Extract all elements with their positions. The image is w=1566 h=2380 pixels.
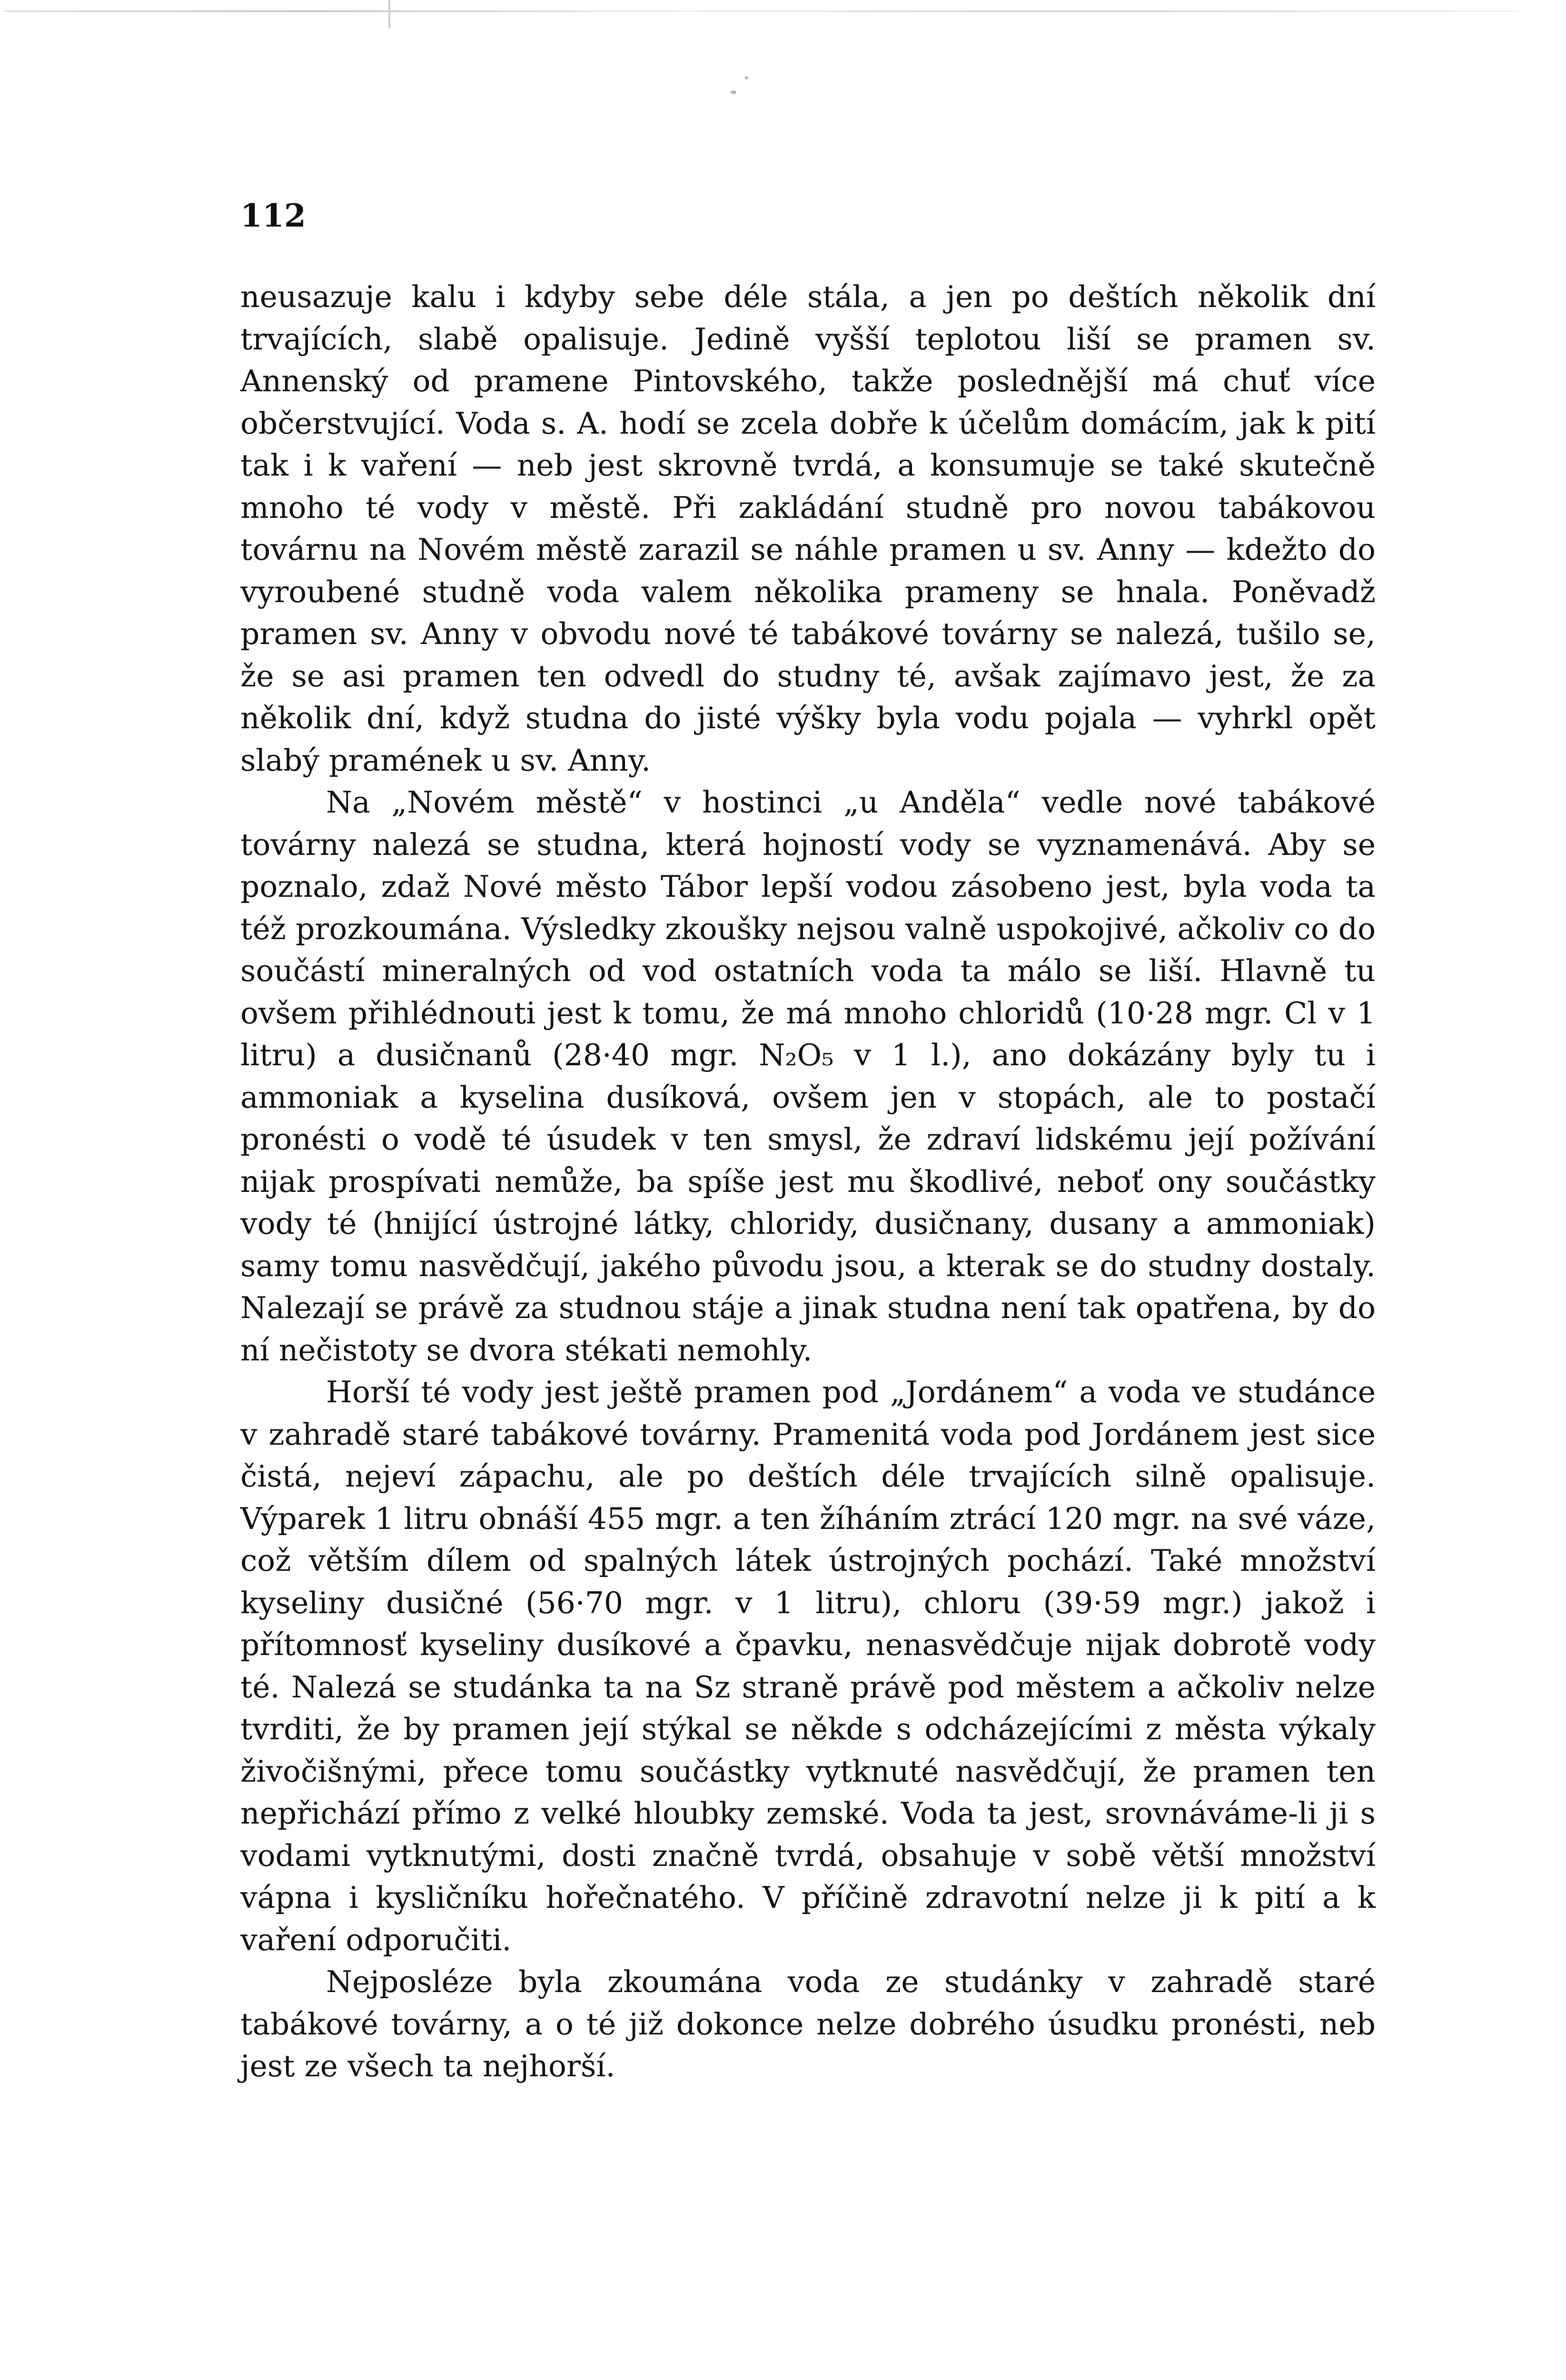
paragraph: Nejposléze byla zkoumána voda ze studánky v zahradě staré tabákové továrny, a o té již dokonce nelze dobrého úsudku pronésti, neb jest ze všech ta nejhorší. (240, 1964, 1376, 2083)
paragraph: neusazuje kalu i kdyby sebe déle stála, a jen po deštích několik dní trvajících, slabě opalisuje. Jedině vyšší teplotou liší se pramen sv. Annenský od pramene Pintovského, takže poslednější má chuť více občerstvující. Voda s. A. hodí se zcela dobře k účelům domácím, jak k pití tak i k vaření — neb jest skrovně tvrdá, a konsumuje se také skutečně mnoho té vody v městě. Při zakládání studně pro novou tabákovou továrnu na Novém městě zarazil se náhle pramen u sv. Anny — kdežto do vyroubené studně voda valem několika prameny se hnala. Poněvadž pramen sv. Anny v obvodu nové té tabákové továrny se nalezá, tušilo se, že se asi pramen ten odvedl do studny té, avšak zajímavo jest, že za několik dní, když studna do jisté výšky byla vodu pojala — vyhrkl opět slabý pramének u sv. Anny. (240, 279, 1376, 778)
paragraph: Horší té vody jest ještě pramen pod „Jordánem“ a voda ve studánce v zahradě staré tabákové továrny. Pramenitá voda pod Jordánem jest sice čistá, nejeví zápachu, ale po deštích déle trvajících silně opalisuje. Výparek 1 litru obnáší 455 mgr. a ten žíháním ztrácí 120 mgr. na své váze, což větším dílem od spalných látek ústrojných pochází. Také množství kyseliny dusičné (56·70 mgr. v 1 litru), chloru (39·59 mgr.) jakož i přítomnosť kyseliny dusíkové a čpavku, nenasvědčuje nijak dobrotě vody té. Nalezá se studánka ta na Sz straně právě pod městem a ačkoliv nelze tvrditi, že by pramen její stýkal se někde s odcházejícími z města výkaly živočišnými, přece tomu součástky vytknuté nasvědčují, že pramen ten nepřichází přímo z velké hloubky zemské. Voda ta jest, srovnáváme-li ji s vodami vytknutými, dosti značně tvrdá, obsahuje v sobě větší množství vápna i kysličníku hořečnatého. V příčině zdravotní nelze ji k pití a k vaření odporučiti. (240, 1375, 1376, 1957)
page-number: 112 (240, 197, 306, 234)
body-text (240, 276, 1376, 2088)
page-top-edge (5, 10, 1518, 12)
print-speck (731, 90, 736, 94)
print-speck (745, 76, 748, 79)
page-edge-mark (388, 0, 390, 29)
paragraph: Na „Novém městě“ v hostinci „u Anděla“ vedle nové tabákové továrny nalezá se studna, která hojností vody se vyznamenává. Aby se poznalo, zdaž Nové město Tábor lepší vodou zásobeno jest, byla voda ta též prozkoumána. Výsledky zkoušky nejsou valně uspokojivé, ačkoliv co do součástí mineralných od vod ostatních voda ta málo se liší. Hlavně tu ovšem přihlédnouti jest k tomu, že má mnoho chloridů (10·28 mgr. Cl v 1 litru) a dusičnanů (28·40 mgr. N₂O₅ v 1 l.), ano dokázány byly tu i ammoniak a kyselina dusíková, ovšem jen v stopách, ale to postačí pronésti o vodě té úsudek v ten smysl, že zdraví lidskému její požívání nijak prospívati nemůže, ba spíše jest mu škodlivé, neboť ony součástky vody té (hnijící ústrojné látky, chloridy, dusičnany, dusany a ammoniak) samy tomu nasvědčují, jakého původu jsou, a kterak se do studny dostaly. Nalezají se právě za studnou stáje a jinak studna není tak opatřena, by do ní nečistoty se dvora stékati nemohly. (240, 785, 1376, 1368)
